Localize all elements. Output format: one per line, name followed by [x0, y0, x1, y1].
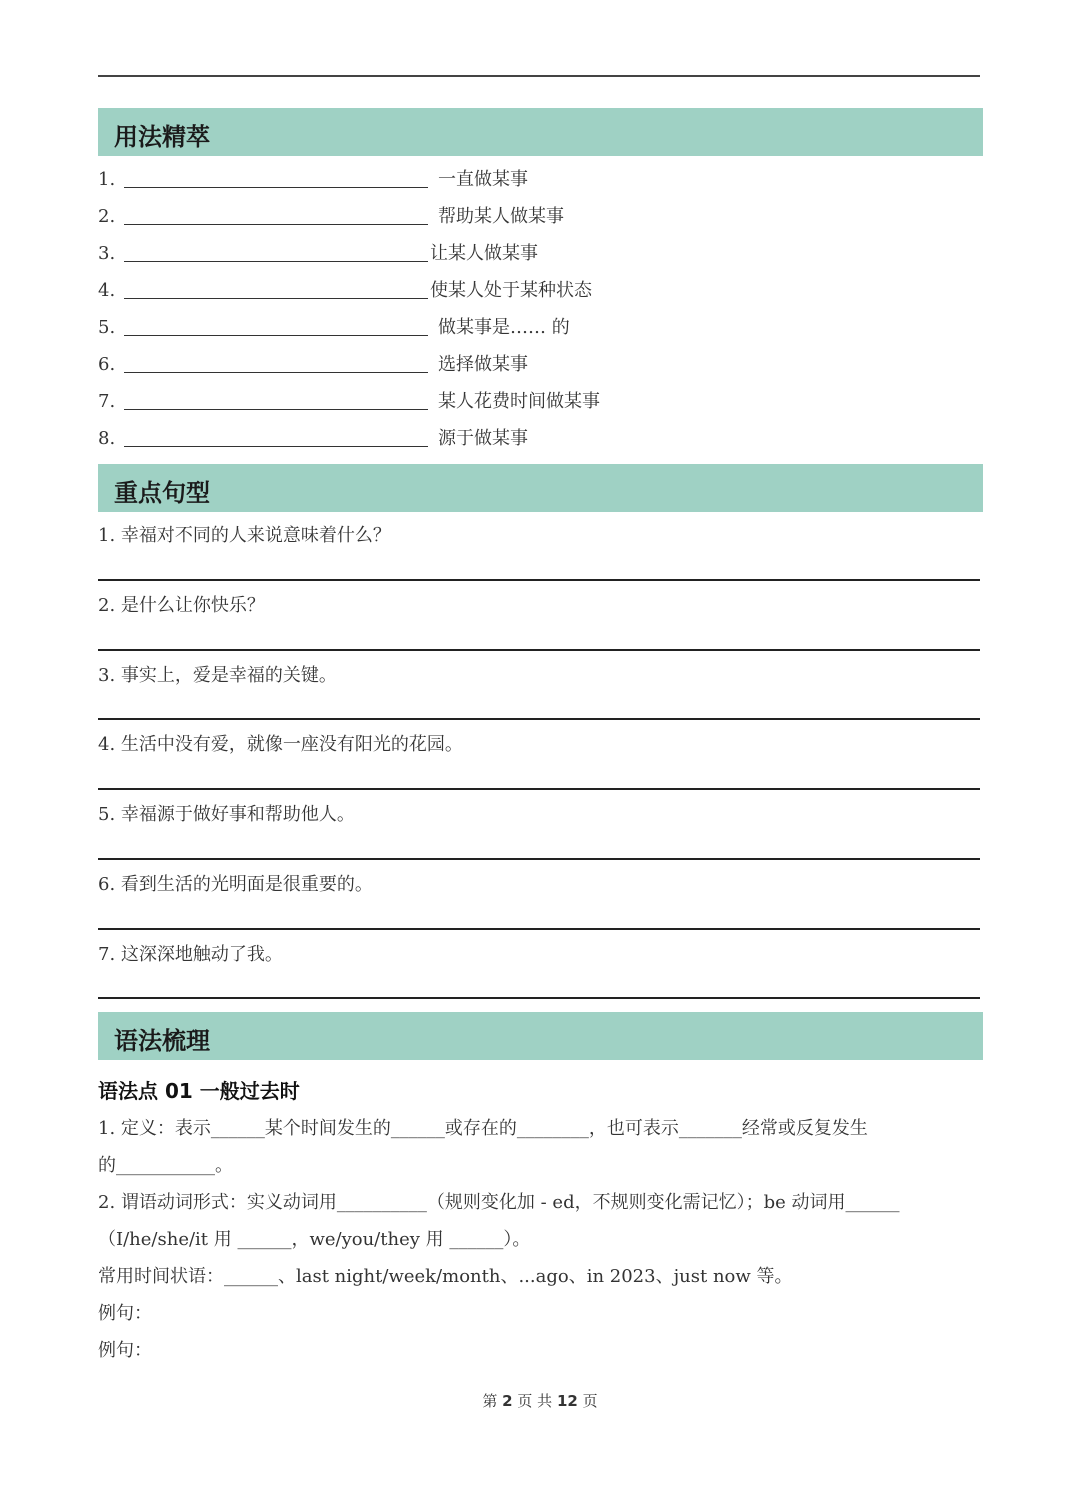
usage-item — [98, 239, 798, 269]
current-page: 2 — [502, 1392, 513, 1410]
item-number: 4. — [98, 280, 116, 301]
usage-item — [98, 202, 798, 232]
item-meaning: 帮助某人做某事 — [438, 206, 564, 227]
section-title: 重点句型 — [114, 479, 210, 507]
item-number: 6. — [98, 354, 116, 375]
fill-blank[interactable] — [124, 261, 428, 262]
fill-blank[interactable] — [124, 187, 428, 188]
sentence-prompt: 1. 幸福对不同的人来说意味着什么？ — [98, 525, 391, 546]
grammar-line: 1. 定义：表示______某个时间发生的______或存在的________，也可表示_______经常或反复发生 — [98, 1118, 868, 1139]
item-number: 8. — [98, 428, 116, 449]
item-number: 5. — [98, 317, 116, 338]
answer-line[interactable] — [98, 579, 980, 581]
item-meaning: 源于做某事 — [438, 428, 528, 449]
usage-item — [98, 165, 798, 195]
footer-middle: 页 共 — [517, 1392, 553, 1410]
usage-item — [98, 350, 798, 380]
section-title: 用法精萃 — [114, 123, 210, 151]
item-meaning: 使某人处于某种状态 — [430, 280, 592, 301]
answer-line[interactable] — [98, 928, 980, 930]
usage-item — [98, 276, 798, 306]
section-header-sentences — [98, 464, 983, 512]
total-pages: 12 — [556, 1392, 578, 1410]
section-header-usage — [98, 108, 983, 156]
answer-line[interactable] — [98, 788, 980, 790]
grammar-line: 的___________。 — [98, 1155, 233, 1176]
fill-blank[interactable] — [124, 372, 428, 373]
fill-blank[interactable] — [124, 224, 428, 225]
item-meaning: 选择做某事 — [438, 354, 528, 375]
item-number: 3. — [98, 243, 116, 264]
sentence-prompt: 4. 生活中没有爱，就像一座没有阳光的花园。 — [98, 734, 463, 755]
item-number: 2. — [98, 206, 116, 227]
sentence-prompt: 3. 事实上，爱是幸福的关键。 — [98, 665, 337, 686]
item-meaning: 让某人做某事 — [430, 243, 538, 264]
usage-item — [98, 313, 798, 343]
fill-blank[interactable] — [124, 298, 428, 299]
example-label: 例句： — [98, 1303, 152, 1324]
usage-item — [98, 387, 798, 417]
answer-line[interactable] — [98, 649, 980, 651]
page-footer — [0, 1390, 1080, 1411]
item-number: 1. — [98, 169, 116, 190]
sentence-prompt: 5. 幸福源于做好事和帮助他人。 — [98, 804, 355, 825]
grammar-line: 常用时间状语：______、last night/week/month、...ago、in 2023、just now 等。 — [98, 1266, 793, 1287]
item-number: 7. — [98, 391, 116, 412]
grammar-point-title: 语法点 01 一般过去时 — [98, 1079, 300, 1103]
section-header-grammar — [98, 1012, 983, 1060]
sentence-prompt: 6. 看到生活的光明面是很重要的。 — [98, 874, 373, 895]
footer-prefix: 第 — [482, 1392, 498, 1410]
fill-blank[interactable] — [124, 409, 428, 410]
example-label: 例句： — [98, 1340, 152, 1361]
footer-suffix: 页 — [582, 1392, 598, 1410]
item-meaning: 一直做某事 — [438, 169, 528, 190]
grammar-line: 2. 谓语动词形式：实义动词用__________（规则变化加 - ed，不规则变化需记忆）；be 动词用______ — [98, 1192, 900, 1213]
section-title: 语法梳理 — [114, 1027, 210, 1055]
answer-line[interactable] — [98, 858, 980, 860]
usage-item — [98, 424, 798, 454]
answer-line[interactable] — [98, 997, 980, 999]
sentence-prompt: 2. 是什么让你快乐？ — [98, 595, 265, 616]
fill-blank[interactable] — [124, 335, 428, 336]
grammar-line: （I/he/she/it 用 ______，we/you/they 用 ______）。 — [98, 1229, 531, 1250]
sentence-prompt: 7. 这深深地触动了我。 — [98, 944, 283, 965]
top-rule — [98, 75, 980, 77]
item-meaning: 做某事是…… 的 — [438, 317, 570, 338]
fill-blank[interactable] — [124, 446, 428, 447]
item-meaning: 某人花费时间做某事 — [438, 391, 600, 412]
answer-line[interactable] — [98, 718, 980, 720]
